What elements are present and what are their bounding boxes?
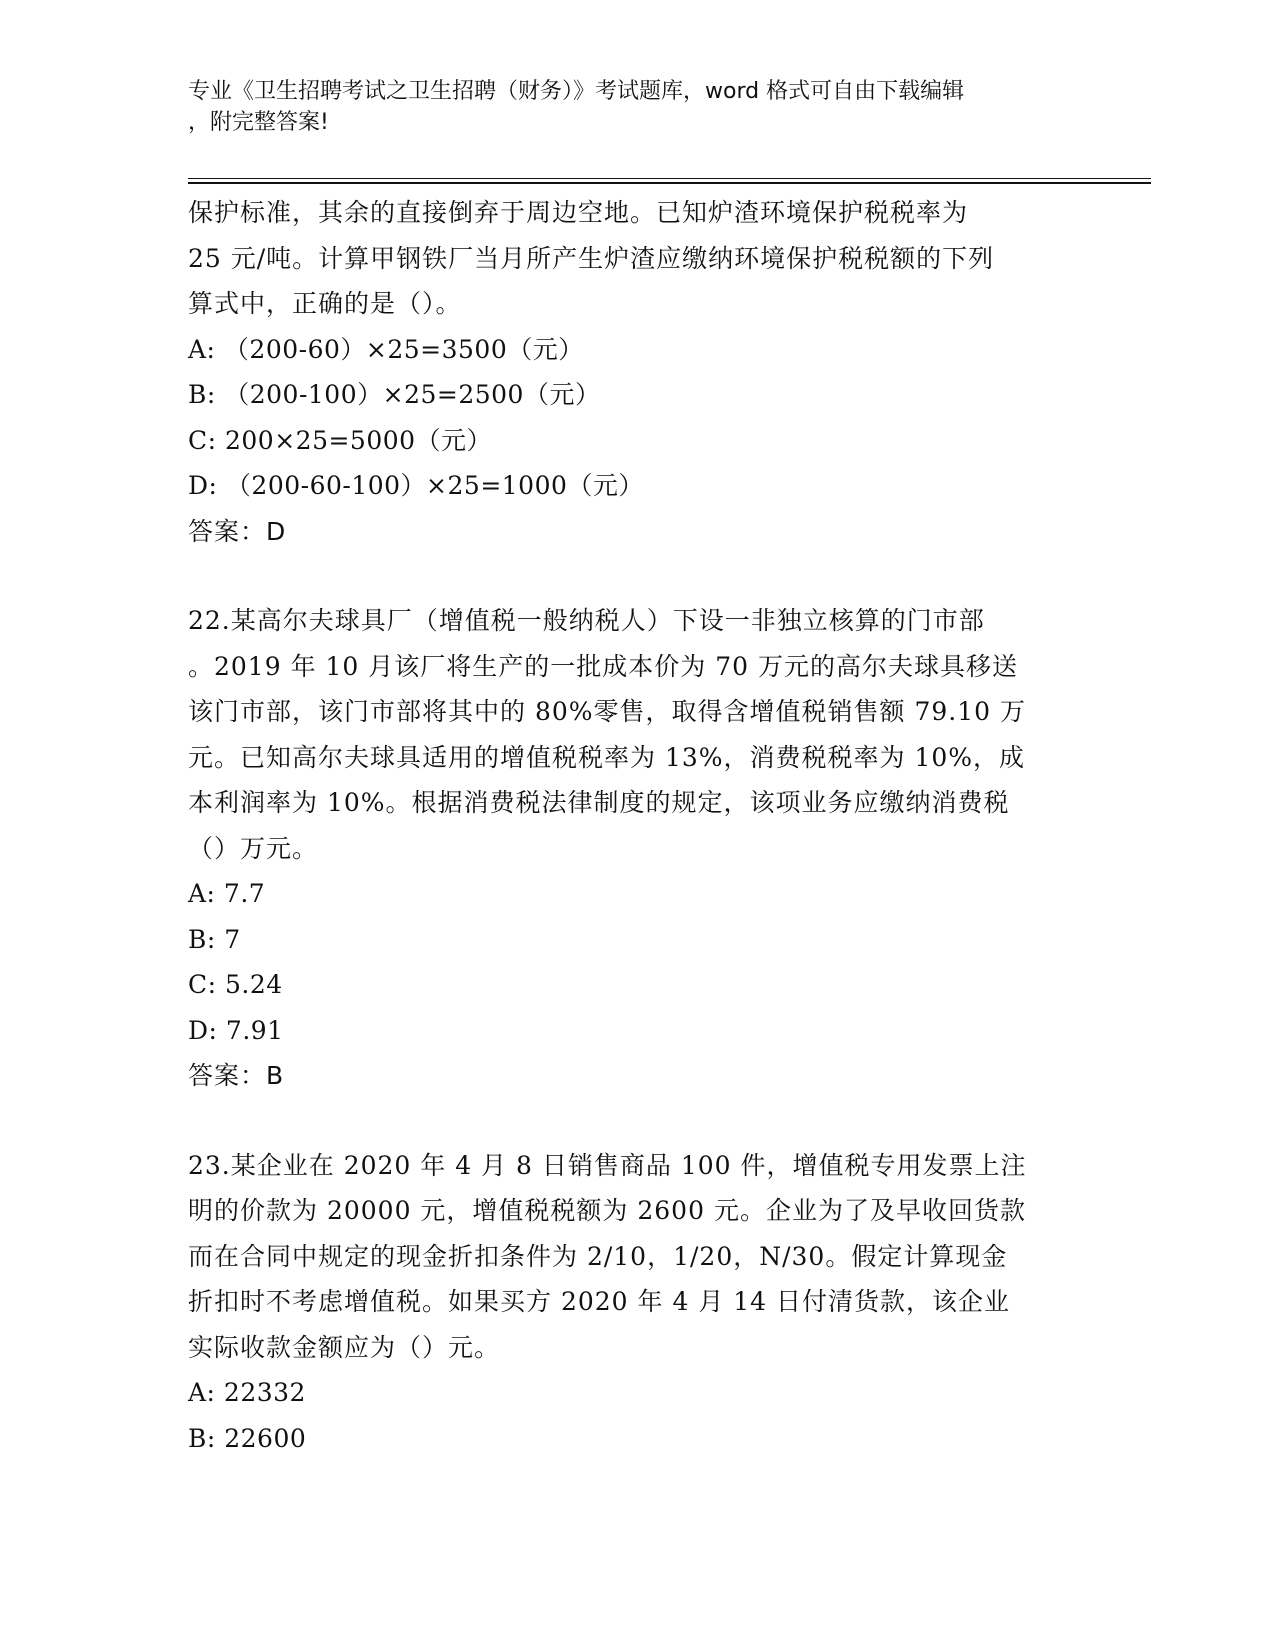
option-b: B: （200-100）×25=2500（元） [188,380,601,409]
question-stem-line: 23.某企业在 2020 年 4 月 8 日销售商品 100 件，增值税专用发票上注 [188,1150,1027,1180]
question-stem-line: 。2019 年 10 月该厂将生产的一批成本价为 70 万元的高尔夫球具移送 [188,651,1018,681]
question-stem-line: 而在合同中规定的现金折扣条件为 2/10，1/20，N/30。假定计算现金 [188,1241,1008,1271]
header-line-2: ，附完整答案! [188,110,329,135]
document-body [188,190,1088,1461]
question-stem-line: 25 元/吨。计算甲钢铁厂当月所产生炉渣应缴纳环境保护税税额的下列 [188,243,995,273]
header-divider-thick [188,182,1151,184]
option-a: A: 22332 [188,1378,306,1407]
question-stem-line: 折扣时不考虑增值税。如果买方 2020 年 4 月 14 日付清货款，该企业 [188,1287,1011,1316]
question-spacer [188,1099,1088,1143]
question-21 [188,190,1088,554]
question-stem-line: 22.某高尔夫球具厂（增值税一般纳税人）下设一非独立核算的门市部 [188,606,985,635]
option-d: D: （200-60-100）×25=1000（元） [188,471,644,500]
option-c: C: 5.24 [188,970,283,999]
option-b: B: 22600 [188,1423,307,1453]
question-stem-line: 算式中，正确的是（）。 [188,289,462,318]
question-stem-line: 本利润率为 10%。根据消费税法律制度的规定，该项业务应缴纳消费税 [188,788,1010,817]
question-stem-line: 该门市部，该门市部将其中的 80%零售，取得含增值税销售额 79.10 万 [188,697,1026,726]
question-22 [188,598,1088,1099]
header-line-1: 专业《卫生招聘考试之卫生招聘（财务）》考试题库，word 格式可自由下载编辑 [188,79,965,104]
option-c: C: 200×25=5000（元） [188,425,493,455]
option-a: A: 7.7 [188,879,266,908]
question-stem-line: 保护标准，其余的直接倒弃于周边空地。已知炉渣环境保护税税率为 [188,198,969,227]
question-stem-line: 明的价款为 20000 元，增值税税额为 2600 元。企业为了及早收回货款 [188,1196,1026,1225]
option-d: D: 7.91 [188,1015,284,1045]
option-b: B: 7 [188,924,241,954]
question-stem-line: 实际收款金额应为（）元。 [188,1332,501,1362]
question-spacer [188,554,1088,598]
question-stem-line: 元。已知高尔夫球具适用的增值税税率为 13%，消费税税率为 10%，成 [188,742,1026,772]
header-divider-thin [188,178,1151,179]
answer-label: 答案：D [188,516,287,546]
question-23 [188,1143,1088,1462]
answer-label: 答案：B [188,1061,285,1090]
option-a: A: （200-60）×25=3500（元） [188,334,584,364]
page-header [188,76,1088,138]
question-stem-line: （）万元。 [188,833,319,863]
